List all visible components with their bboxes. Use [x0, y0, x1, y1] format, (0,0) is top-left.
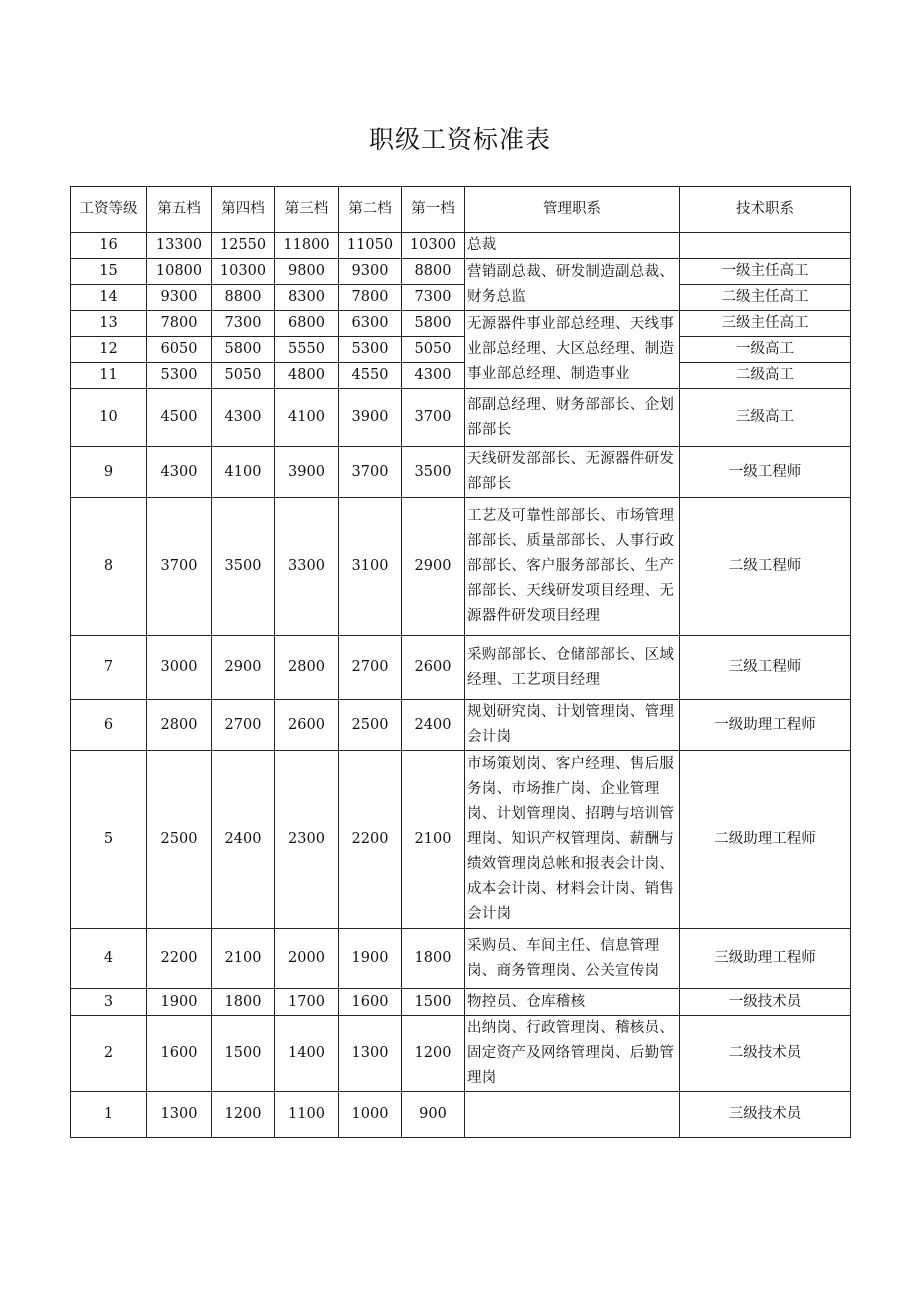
technical-cell: 二级助理工程师: [680, 751, 851, 929]
salary-cell: 6300: [339, 311, 402, 337]
salary-cell: 5800: [212, 337, 275, 363]
grade-cell: 3: [71, 989, 147, 1016]
salary-cell: 4300: [402, 363, 465, 389]
management-cell: 部副总经理、财务部部长、企划部部长: [465, 389, 680, 447]
management-cell: 采购部部长、仓储部部长、区域经理、工艺项目经理: [465, 636, 680, 700]
grade-cell: 2: [71, 1016, 147, 1092]
technical-cell: 一级高工: [680, 337, 851, 363]
table-row: [71, 311, 851, 337]
salary-cell: 9800: [275, 259, 339, 285]
grade-cell: 13: [71, 311, 147, 337]
header-tier-1: 第一档: [402, 187, 465, 233]
management-cell: 无源器件事业部总经理、天线事业部总经理、大区总经理、制造事业部总经理、制造事业: [465, 311, 680, 389]
salary-cell: 3300: [275, 498, 339, 636]
salary-cell: 1000: [339, 1092, 402, 1138]
salary-cell: 2300: [275, 751, 339, 929]
table-row: [71, 337, 851, 363]
grade-cell: 14: [71, 285, 147, 311]
technical-cell: [680, 233, 851, 259]
salary-cell: 2500: [147, 751, 212, 929]
salary-cell: 5050: [402, 337, 465, 363]
technical-cell: 三级主任高工: [680, 311, 851, 337]
salary-cell: 2100: [402, 751, 465, 929]
management-cell: 市场策划岗、客户经理、售后服务岗、市场推广岗、企业管理岗、计划管理岗、招聘与培训管理岗、知识产权管理岗、薪酬与绩效管理岗总帐和报表会计岗、成本会计岗、材料会计岗、销售会计岗: [465, 751, 680, 929]
salary-cell: 2400: [402, 700, 465, 751]
salary-cell: 1900: [147, 989, 212, 1016]
header-tier-4: 第四档: [212, 187, 275, 233]
salary-cell: 3500: [402, 447, 465, 498]
salary-cell: 3900: [275, 447, 339, 498]
management-cell: 工艺及可靠性部部长、市场管理部部长、质量部部长、人事行政部部长、客户服务部部长、生产部部长、天线研发项目经理、无源器件研发项目经理: [465, 498, 680, 636]
grade-cell: 10: [71, 389, 147, 447]
salary-cell: 4300: [147, 447, 212, 498]
salary-grade-table: [70, 186, 851, 1138]
salary-cell: 6800: [275, 311, 339, 337]
salary-cell: 8300: [275, 285, 339, 311]
salary-cell: 5300: [147, 363, 212, 389]
table-row: [71, 363, 851, 389]
salary-cell: 8800: [212, 285, 275, 311]
salary-cell: 2800: [275, 636, 339, 700]
salary-cell: 4550: [339, 363, 402, 389]
salary-cell: 1200: [402, 1016, 465, 1092]
salary-cell: 3900: [339, 389, 402, 447]
salary-cell: 5800: [402, 311, 465, 337]
header-tier-2: 第二档: [339, 187, 402, 233]
salary-cell: 3100: [339, 498, 402, 636]
salary-cell: 1300: [339, 1016, 402, 1092]
salary-cell: 2600: [275, 700, 339, 751]
salary-cell: 2900: [402, 498, 465, 636]
salary-cell: 10300: [402, 233, 465, 259]
salary-cell: 900: [402, 1092, 465, 1138]
salary-cell: 7800: [147, 311, 212, 337]
salary-cell: 2600: [402, 636, 465, 700]
salary-cell: 9300: [147, 285, 212, 311]
grade-cell: 15: [71, 259, 147, 285]
salary-cell: 5550: [275, 337, 339, 363]
salary-cell: 10300: [212, 259, 275, 285]
salary-cell: 3700: [147, 498, 212, 636]
technical-cell: 一级主任高工: [680, 259, 851, 285]
grade-cell: 5: [71, 751, 147, 929]
salary-cell: 3700: [339, 447, 402, 498]
management-cell: 总裁: [465, 233, 680, 259]
salary-cell: 10800: [147, 259, 212, 285]
salary-cell: 1500: [402, 989, 465, 1016]
salary-cell: 9300: [339, 259, 402, 285]
management-cell: 出纳岗、行政管理岗、稽核员、固定资产及网络管理岗、后勤管理岗: [465, 1016, 680, 1092]
header-management: 管理职系: [465, 187, 680, 233]
salary-cell: 1200: [212, 1092, 275, 1138]
salary-cell: 2800: [147, 700, 212, 751]
page-title: 职级工资标准表: [368, 125, 551, 154]
management-cell: 物控员、仓库稽核: [465, 989, 680, 1016]
grade-cell: 1: [71, 1092, 147, 1138]
table-row: [71, 989, 851, 1016]
table-row: [71, 751, 851, 929]
salary-cell: 3000: [147, 636, 212, 700]
grade-cell: 6: [71, 700, 147, 751]
table-row: [71, 447, 851, 498]
salary-cell: 4100: [275, 389, 339, 447]
salary-cell: 11050: [339, 233, 402, 259]
salary-cell: 2200: [147, 929, 212, 989]
salary-cell: 2100: [212, 929, 275, 989]
table-row: [71, 285, 851, 311]
technical-cell: 一级工程师: [680, 447, 851, 498]
salary-cell: 1600: [339, 989, 402, 1016]
management-cell: 采购员、车间主任、信息管理岗、商务管理岗、公关宣传岗: [465, 929, 680, 989]
grade-cell: 4: [71, 929, 147, 989]
technical-cell: 三级工程师: [680, 636, 851, 700]
management-cell: 营销副总裁、研发制造副总裁、财务总监: [465, 259, 680, 311]
grade-cell: 7: [71, 636, 147, 700]
table-row: [71, 1016, 851, 1092]
salary-cell: 3700: [402, 389, 465, 447]
grade-cell: 9: [71, 447, 147, 498]
grade-cell: 12: [71, 337, 147, 363]
salary-cell: 11800: [275, 233, 339, 259]
salary-cell: 8800: [402, 259, 465, 285]
table-row: [71, 929, 851, 989]
salary-cell: 7300: [402, 285, 465, 311]
salary-cell: 7800: [339, 285, 402, 311]
salary-cell: 3500: [212, 498, 275, 636]
grade-cell: 11: [71, 363, 147, 389]
salary-cell: 4500: [147, 389, 212, 447]
management-cell: [465, 1092, 680, 1138]
technical-cell: 二级主任高工: [680, 285, 851, 311]
salary-cell: 12550: [212, 233, 275, 259]
salary-cell: 1100: [275, 1092, 339, 1138]
salary-cell: 6050: [147, 337, 212, 363]
header-grade: 工资等级: [71, 187, 147, 233]
salary-cell: 4100: [212, 447, 275, 498]
header-tier-5: 第五档: [147, 187, 212, 233]
salary-cell: 4300: [212, 389, 275, 447]
salary-cell: 2000: [275, 929, 339, 989]
salary-cell: 7300: [212, 311, 275, 337]
salary-cell: 2900: [212, 636, 275, 700]
table-row: [71, 233, 851, 259]
technical-cell: 二级工程师: [680, 498, 851, 636]
salary-cell: 2700: [212, 700, 275, 751]
technical-cell: 二级高工: [680, 363, 851, 389]
management-cell: 天线研发部部长、无源器件研发部部长: [465, 447, 680, 498]
technical-cell: 一级助理工程师: [680, 700, 851, 751]
table-row: [71, 498, 851, 636]
salary-cell: 2200: [339, 751, 402, 929]
salary-cell: 1500: [212, 1016, 275, 1092]
salary-cell: 13300: [147, 233, 212, 259]
salary-cell: 5050: [212, 363, 275, 389]
salary-cell: 1800: [212, 989, 275, 1016]
technical-cell: 三级技术员: [680, 1092, 851, 1138]
table-row: [71, 636, 851, 700]
salary-cell: 1400: [275, 1016, 339, 1092]
header-technical: 技术职系: [680, 187, 851, 233]
grade-cell: 8: [71, 498, 147, 636]
management-cell: 规划研究岗、计划管理岗、管理会计岗: [465, 700, 680, 751]
salary-cell: 5300: [339, 337, 402, 363]
salary-cell: 1800: [402, 929, 465, 989]
salary-cell: 2400: [212, 751, 275, 929]
salary-cell: 1900: [339, 929, 402, 989]
salary-cell: 1700: [275, 989, 339, 1016]
table-row: [71, 259, 851, 285]
salary-cell: 2700: [339, 636, 402, 700]
technical-cell: 一级技术员: [680, 989, 851, 1016]
table-row: [71, 1092, 851, 1138]
grade-cell: 16: [71, 233, 147, 259]
technical-cell: 三级助理工程师: [680, 929, 851, 989]
technical-cell: 三级高工: [680, 389, 851, 447]
salary-cell: 4800: [275, 363, 339, 389]
table-row: [71, 700, 851, 751]
salary-cell: 1600: [147, 1016, 212, 1092]
salary-cell: 1300: [147, 1092, 212, 1138]
salary-cell: 2500: [339, 700, 402, 751]
header-tier-3: 第三档: [275, 187, 339, 233]
header-row: [71, 187, 851, 233]
technical-cell: 二级技术员: [680, 1016, 851, 1092]
table-row: [71, 389, 851, 447]
